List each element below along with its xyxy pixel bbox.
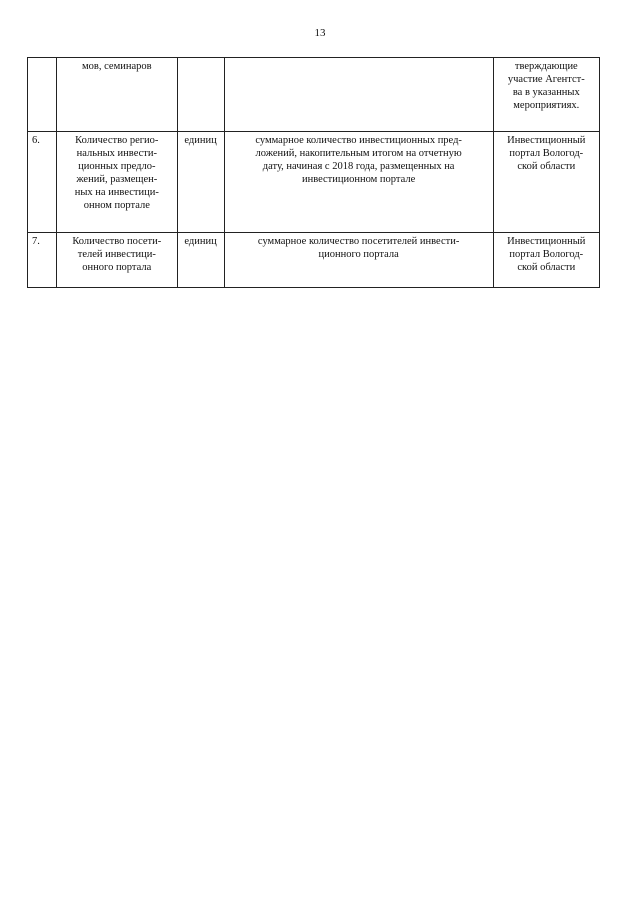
- data-source-cell: Инвестиционный портал Вологод- ской области: [493, 233, 599, 288]
- table-row: [28, 58, 600, 132]
- calculation-method-cell: [224, 58, 493, 132]
- unit-cell: единиц: [177, 233, 224, 288]
- row-number-cell: 7.: [28, 233, 57, 288]
- table-row: [28, 233, 600, 288]
- unit-cell: [177, 58, 224, 132]
- table-row: [28, 132, 600, 233]
- indicator-name-cell: Количество регио- нальных инвести- ционных предло- жений, размещен- ных на инвестици- онном портале: [57, 132, 177, 233]
- indicator-name-cell: мов, семинаров: [57, 58, 177, 132]
- row-number-cell: [28, 58, 57, 132]
- data-source-cell: Инвестиционный портал Вологод- ской области: [493, 132, 599, 233]
- page-number: 13: [314, 27, 326, 39]
- data-source-cell: тверждающие участие Агентст- ва в указанных мероприятиях.: [493, 58, 599, 132]
- indicators-table: [27, 57, 600, 288]
- indicator-name-cell: Количество посети- телей инвестици- онного портала: [57, 233, 177, 288]
- calculation-method-cell: суммарное количество посетителей инвести- ционного портала: [224, 233, 493, 288]
- calculation-method-cell: суммарное количество инвестиционных пред- ложений, накопительным итогом на отчетную дату, начиная с 2018 года, размещенных на инвестиционном портале: [224, 132, 493, 233]
- unit-cell: единиц: [177, 132, 224, 233]
- row-number-cell: 6.: [28, 132, 57, 233]
